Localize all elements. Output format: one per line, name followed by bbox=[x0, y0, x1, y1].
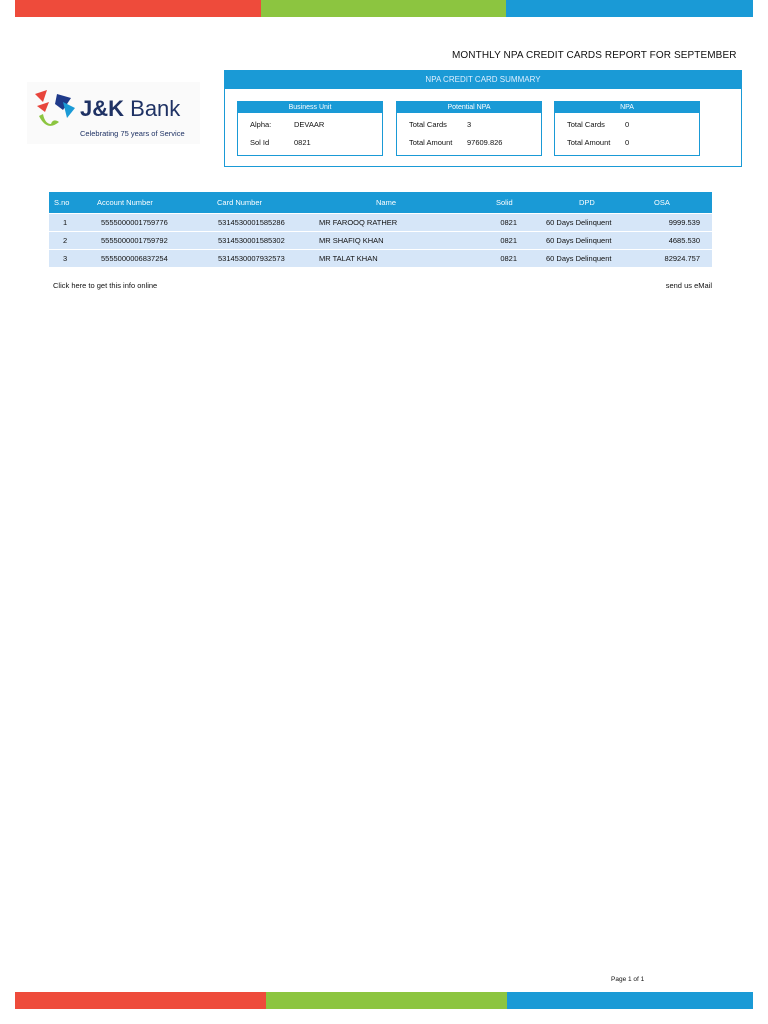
band-green bbox=[261, 0, 506, 17]
summary-heading: NPA CREDIT CARD SUMMARY bbox=[225, 71, 741, 89]
field-value: 0 bbox=[625, 138, 630, 147]
cell-card: 5314530007932573 bbox=[218, 254, 285, 263]
online-info-link[interactable]: Click here to get this info online bbox=[53, 281, 158, 290]
bank-logo bbox=[27, 82, 200, 144]
potential-npa-box bbox=[396, 101, 542, 156]
field-label: Total Cards bbox=[409, 120, 447, 129]
cell-name: MR FAROOQ RATHER bbox=[319, 218, 398, 227]
field-label: Total Amount bbox=[567, 138, 611, 147]
logo-tagline: Celebrating 75 years of Service bbox=[80, 129, 185, 138]
cell-osa: 82924.757 bbox=[664, 254, 700, 263]
report-title: MONTHLY NPA CREDIT CARDS REPORT FOR SEPTEMBER bbox=[452, 50, 737, 61]
header-solid: Solid bbox=[496, 198, 513, 207]
cell-card: 5314530001585302 bbox=[218, 236, 285, 245]
field-label: Alpha: bbox=[250, 120, 272, 129]
field-value: 0 bbox=[625, 120, 630, 129]
field-value: 3 bbox=[467, 120, 472, 129]
table-row bbox=[49, 249, 712, 267]
field-label: Total Cards bbox=[567, 120, 605, 129]
cell-solid: 0821 bbox=[500, 236, 517, 245]
email-link[interactable]: send us eMail bbox=[665, 281, 712, 290]
table-row bbox=[49, 231, 712, 249]
cell-osa: 4685.530 bbox=[668, 236, 700, 245]
npa-box bbox=[554, 101, 700, 156]
band-blue bbox=[507, 992, 753, 1009]
cell-dpd: 60 Days Delinquent bbox=[546, 254, 612, 263]
business-unit-row bbox=[238, 138, 382, 150]
field-value: DEVAAR bbox=[294, 120, 325, 129]
logo-wordmark bbox=[80, 96, 180, 122]
potential-npa-row bbox=[397, 120, 541, 132]
business-unit-row bbox=[238, 120, 382, 132]
cell-solid: 0821 bbox=[500, 218, 517, 227]
jk-bank-logo-icon bbox=[33, 88, 79, 138]
business-unit-box bbox=[237, 101, 383, 156]
table-row bbox=[49, 213, 712, 231]
potential-npa-heading: Potential NPA bbox=[397, 102, 541, 113]
header-card: Card Number bbox=[217, 198, 263, 207]
header-account: Account Number bbox=[97, 198, 153, 207]
cell-sno: 2 bbox=[63, 236, 68, 245]
band-green bbox=[266, 992, 507, 1009]
cell-account: 5555000001759792 bbox=[101, 236, 168, 245]
header-dpd: DPD bbox=[579, 198, 595, 207]
npa-row bbox=[555, 120, 699, 132]
cell-name: MR TALAT KHAN bbox=[319, 254, 378, 263]
cell-dpd: 60 Days Delinquent bbox=[546, 218, 612, 227]
cell-sno: 3 bbox=[63, 254, 68, 263]
npa-row bbox=[555, 138, 699, 150]
cell-osa: 9999.539 bbox=[668, 218, 700, 227]
cell-account: 5555000006837254 bbox=[101, 254, 168, 263]
logo-brand: J&K bbox=[80, 96, 125, 121]
header-name: Name bbox=[376, 198, 397, 207]
potential-npa-row bbox=[397, 138, 541, 150]
cell-solid: 0821 bbox=[500, 254, 517, 263]
header-osa: OSA bbox=[654, 198, 670, 207]
cell-sno: 1 bbox=[63, 218, 68, 227]
top-color-band bbox=[15, 0, 753, 17]
cell-card: 5314530001585286 bbox=[218, 218, 285, 227]
npa-heading: NPA bbox=[555, 102, 699, 113]
header-sno: S.no bbox=[54, 198, 70, 207]
field-label: Sol Id bbox=[250, 138, 270, 147]
logo-bank: Bank bbox=[130, 96, 181, 121]
field-label: Total Amount bbox=[409, 138, 453, 147]
bottom-color-band bbox=[15, 992, 753, 1009]
page-number: Page 1 of 1 bbox=[611, 976, 645, 983]
cell-dpd: 60 Days Delinquent bbox=[546, 236, 612, 245]
band-red bbox=[15, 992, 266, 1009]
band-blue bbox=[506, 0, 753, 17]
cell-account: 5555000001759776 bbox=[101, 218, 168, 227]
field-value: 0821 bbox=[294, 138, 311, 147]
npa-summary-panel bbox=[224, 70, 742, 167]
band-red bbox=[15, 0, 261, 17]
table-header bbox=[49, 192, 712, 213]
cell-name: MR SHAFIQ KHAN bbox=[319, 236, 384, 245]
business-unit-heading: Business Unit bbox=[238, 102, 382, 113]
field-value: 97609.826 bbox=[467, 138, 503, 147]
npa-cards-table bbox=[49, 192, 712, 267]
